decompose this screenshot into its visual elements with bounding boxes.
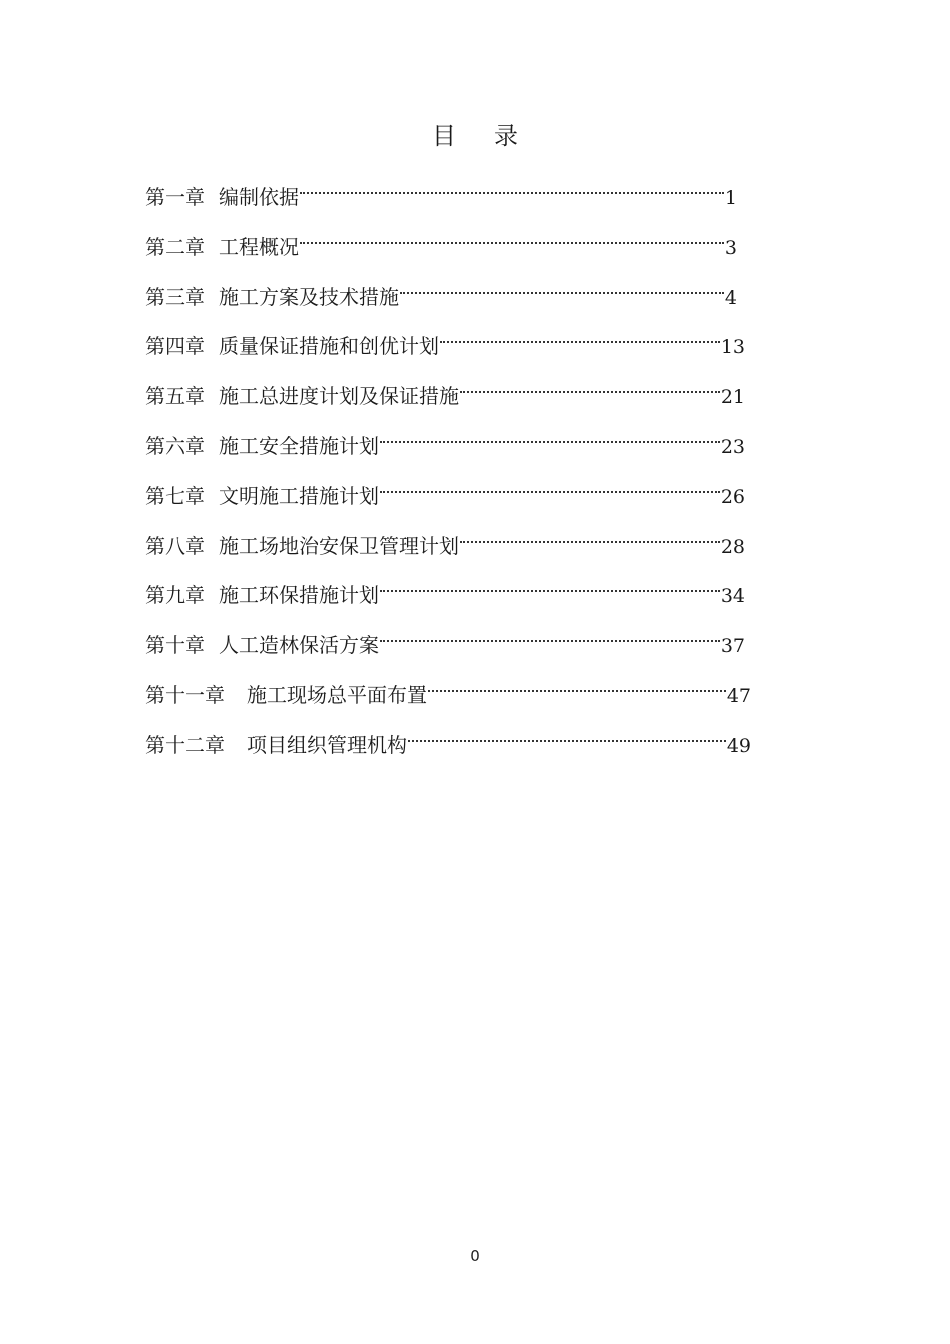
toc-chapter-label: 第七章 [145, 483, 205, 508]
toc-page-ref: 34 [720, 585, 745, 608]
toc-entry-1[interactable] [145, 168, 737, 218]
toc-dot-leader [300, 218, 724, 254]
toc-chapter-label: 第六章 [145, 433, 205, 458]
toc-entry-title: 施工安全措施计划 [219, 433, 379, 458]
toc-chapter-label: 第二章 [145, 234, 205, 259]
toc-entry-title: 文明施工措施计划 [219, 483, 379, 508]
toc-chapter-label: 第一章 [145, 185, 205, 209]
toc-dot-leader [380, 616, 720, 652]
toc-chapter-label: 第十二章 [145, 732, 225, 757]
toc-page-ref: 37 [720, 635, 745, 658]
toc-dot-leader [380, 566, 720, 602]
toc-dot-leader [400, 268, 724, 304]
toc-page-ref: 47 [726, 684, 751, 707]
toc-title-char-2: 录 [494, 122, 518, 150]
toc-page-ref: 21 [720, 386, 745, 409]
toc-dot-leader [380, 417, 720, 453]
toc-entry-title: 质量保证措施和创优计划 [219, 334, 439, 359]
toc-page-ref: 4 [724, 286, 737, 309]
toc-entry-title: 项目组织管理机构 [247, 732, 407, 757]
toc-entry-11[interactable] [145, 666, 751, 716]
toc-chapter-label: 第四章 [145, 334, 205, 359]
toc-dot-leader [300, 168, 724, 204]
toc-entry-title: 施工场地治安保卫管理计划 [219, 533, 459, 558]
toc-chapter-label: 第十章 [145, 633, 205, 658]
toc-title [0, 116, 950, 151]
toc-entry-title: 施工现场总平面布置 [247, 682, 427, 707]
toc-entry-title: 工程概况 [219, 234, 299, 259]
toc-page-ref: 3 [724, 236, 737, 259]
toc-entry-7[interactable] [145, 467, 745, 517]
toc-page-ref: 26 [720, 485, 745, 508]
toc-entry-4[interactable] [145, 317, 745, 367]
toc-entry-title: 编制依据 [219, 185, 299, 209]
toc-entry-3[interactable] [145, 268, 737, 318]
toc-entry-title: 施工环保措施计划 [219, 583, 379, 608]
toc-page-ref: 49 [726, 734, 751, 757]
toc-chapter-label: 第十一章 [145, 682, 225, 707]
toc-title-char-1: 目 [432, 122, 456, 150]
toc-chapter-label: 第五章 [145, 384, 205, 409]
toc-entry-title: 人工造林保活方案 [219, 633, 379, 658]
toc-entry-2[interactable] [145, 218, 737, 268]
toc-page-ref: 28 [720, 535, 745, 558]
toc-dot-leader [408, 716, 726, 752]
toc-page-ref: 23 [720, 435, 745, 458]
page-number: 0 [470, 1247, 480, 1265]
toc-entry-12[interactable] [145, 716, 751, 766]
toc-entry-title: 施工总进度计划及保证措施 [219, 384, 459, 409]
toc-dot-leader [380, 467, 720, 503]
toc-entry-5[interactable] [145, 367, 745, 417]
toc-page-ref: 1 [724, 187, 737, 209]
toc-dot-leader [440, 317, 720, 353]
toc-entry-9[interactable] [145, 566, 745, 616]
toc-chapter-label: 第八章 [145, 533, 205, 558]
toc-chapter-label: 第九章 [145, 583, 205, 608]
toc-dot-leader [460, 517, 720, 553]
toc-dot-leader [460, 367, 720, 403]
toc-page-ref: 13 [720, 336, 745, 359]
toc-entry-title: 施工方案及技术措施 [219, 284, 399, 309]
toc-dot-leader [428, 666, 726, 702]
toc-chapter-label: 第三章 [145, 284, 205, 309]
table-of-contents [145, 168, 755, 766]
toc-entry-8[interactable] [145, 517, 745, 567]
toc-entry-10[interactable] [145, 616, 745, 666]
toc-entry-6[interactable] [145, 417, 745, 467]
